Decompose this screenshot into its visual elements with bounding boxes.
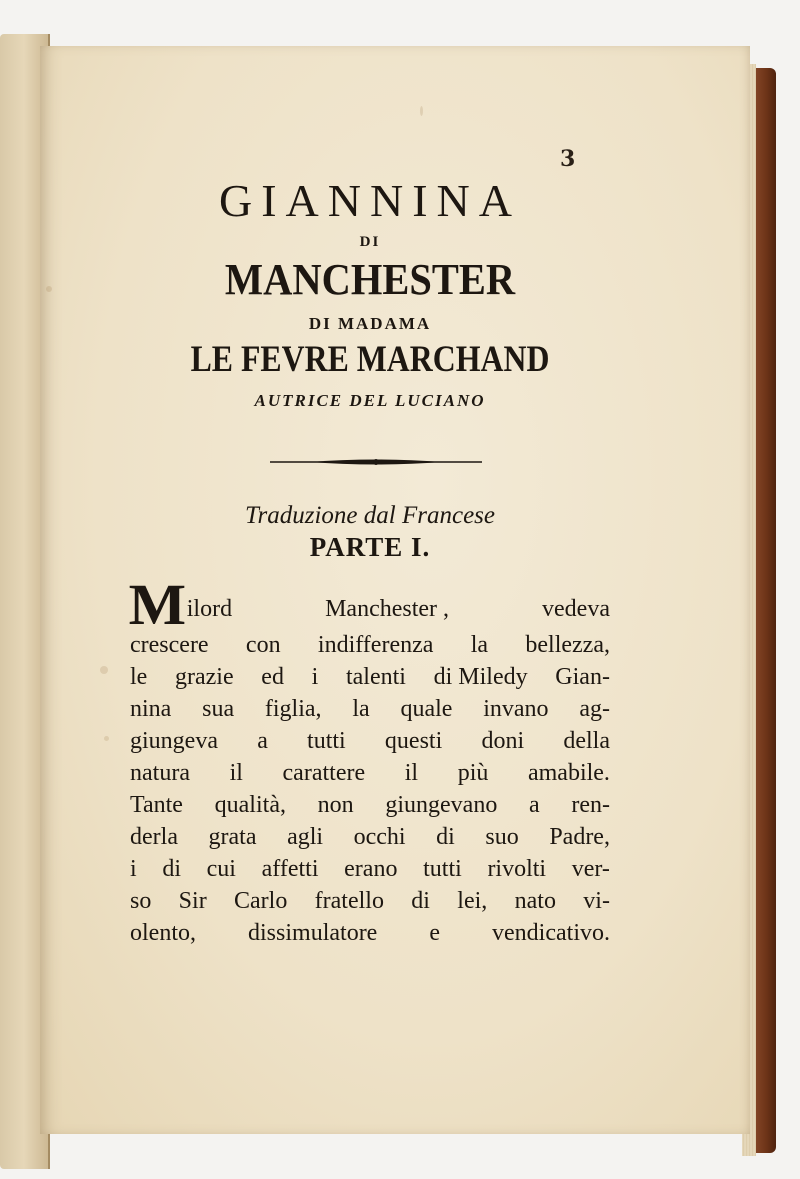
word: con <box>245 632 281 658</box>
word: talenti <box>345 664 406 690</box>
word: lei, <box>457 888 488 914</box>
word: crescere <box>130 632 209 658</box>
word: Sir <box>178 888 207 914</box>
title-di: DI <box>359 234 381 250</box>
title-di-madama: DI MADAMA <box>308 314 432 333</box>
foxing-spot <box>420 106 423 116</box>
word: questi <box>384 728 443 754</box>
text-line <box>130 885 610 917</box>
text-line-first <box>128 572 610 637</box>
word: il <box>404 760 419 786</box>
text-line <box>130 789 610 821</box>
word: di Miledy <box>433 664 528 690</box>
word: vedeva <box>542 596 610 622</box>
word: quale <box>400 696 453 722</box>
text-line <box>130 629 610 661</box>
word: di <box>411 888 430 914</box>
word: grazie <box>175 664 234 690</box>
word: carattere <box>282 760 366 786</box>
book-page <box>40 46 750 1134</box>
word: affetti <box>261 856 319 882</box>
word: suo <box>485 824 519 850</box>
title-manchester: MANCHESTER <box>224 255 516 304</box>
word: grata <box>208 824 257 850</box>
word: vi- <box>583 888 610 914</box>
word: il <box>229 760 243 786</box>
text-line <box>130 853 610 885</box>
word: Gian- <box>555 664 610 690</box>
word: rivolti <box>487 856 547 882</box>
word: i <box>311 664 319 690</box>
word: la <box>352 696 370 722</box>
word: derla <box>130 824 178 850</box>
word: vendicativo. <box>492 920 610 946</box>
word: Padre, <box>549 824 610 850</box>
word: e <box>429 920 441 946</box>
word: doni <box>481 728 525 754</box>
word: a <box>257 728 268 754</box>
word: di <box>436 824 455 850</box>
word: nina <box>130 696 172 722</box>
word: bellezza, <box>525 632 610 658</box>
word: erano <box>344 856 398 882</box>
word: tutti <box>423 856 462 882</box>
word: ver- <box>571 856 610 882</box>
word: olento, <box>130 920 196 946</box>
word: Carlo <box>234 888 288 914</box>
word: qualità, <box>214 792 286 818</box>
title-author: LE FEVRE MARCHAND <box>190 339 550 380</box>
word: a <box>529 792 540 818</box>
word: più <box>457 760 489 786</box>
word: i <box>130 856 137 882</box>
word: ren- <box>571 792 610 818</box>
word: le <box>130 664 148 690</box>
book <box>0 28 790 1158</box>
word: ed <box>261 664 284 690</box>
part-heading: PARTE I. <box>309 532 431 562</box>
text-line <box>130 821 610 853</box>
foxing-spot <box>46 286 52 292</box>
word: giungevano <box>385 792 498 818</box>
text-line <box>130 661 610 693</box>
word: giungeva <box>130 728 218 754</box>
word: sua <box>202 696 235 722</box>
word: fratello <box>314 888 384 914</box>
foxing-spot <box>100 666 108 674</box>
word: invano <box>483 696 549 722</box>
page-number: 3 <box>560 146 576 172</box>
text-line <box>130 757 610 789</box>
word: agli <box>287 824 324 850</box>
word: di <box>162 856 181 882</box>
word: tutti <box>307 728 346 754</box>
word: indifferenza <box>317 632 434 658</box>
word: Manchester , <box>325 596 450 622</box>
word: occhi <box>353 824 406 850</box>
word: cui <box>206 856 236 882</box>
word: della <box>563 728 610 754</box>
text-line <box>130 725 610 757</box>
word: so <box>130 888 152 914</box>
word: ag- <box>579 696 610 722</box>
word: Tante <box>130 792 183 818</box>
text-line <box>130 693 610 725</box>
word: amabile. <box>527 760 610 786</box>
word: ilord <box>186 596 233 622</box>
word: nato <box>514 888 556 914</box>
foxing-spot <box>104 736 109 741</box>
text-line <box>130 917 610 949</box>
translation-note: Traduzione dal Francese <box>245 502 495 529</box>
word: figlia, <box>264 696 322 722</box>
first-line-words <box>187 593 610 629</box>
word: dissimulatore <box>248 920 378 946</box>
word: natura <box>130 760 190 786</box>
drop-cap: M <box>128 572 187 637</box>
word: la <box>470 632 489 658</box>
title-giannina: GIANNINA <box>219 175 521 226</box>
body-text <box>128 572 610 949</box>
text-lines <box>130 629 610 949</box>
word: non <box>317 792 354 818</box>
ornamental-rule <box>270 456 482 468</box>
title-author-note: AUTRICE DEL LUCIANO <box>254 391 486 410</box>
